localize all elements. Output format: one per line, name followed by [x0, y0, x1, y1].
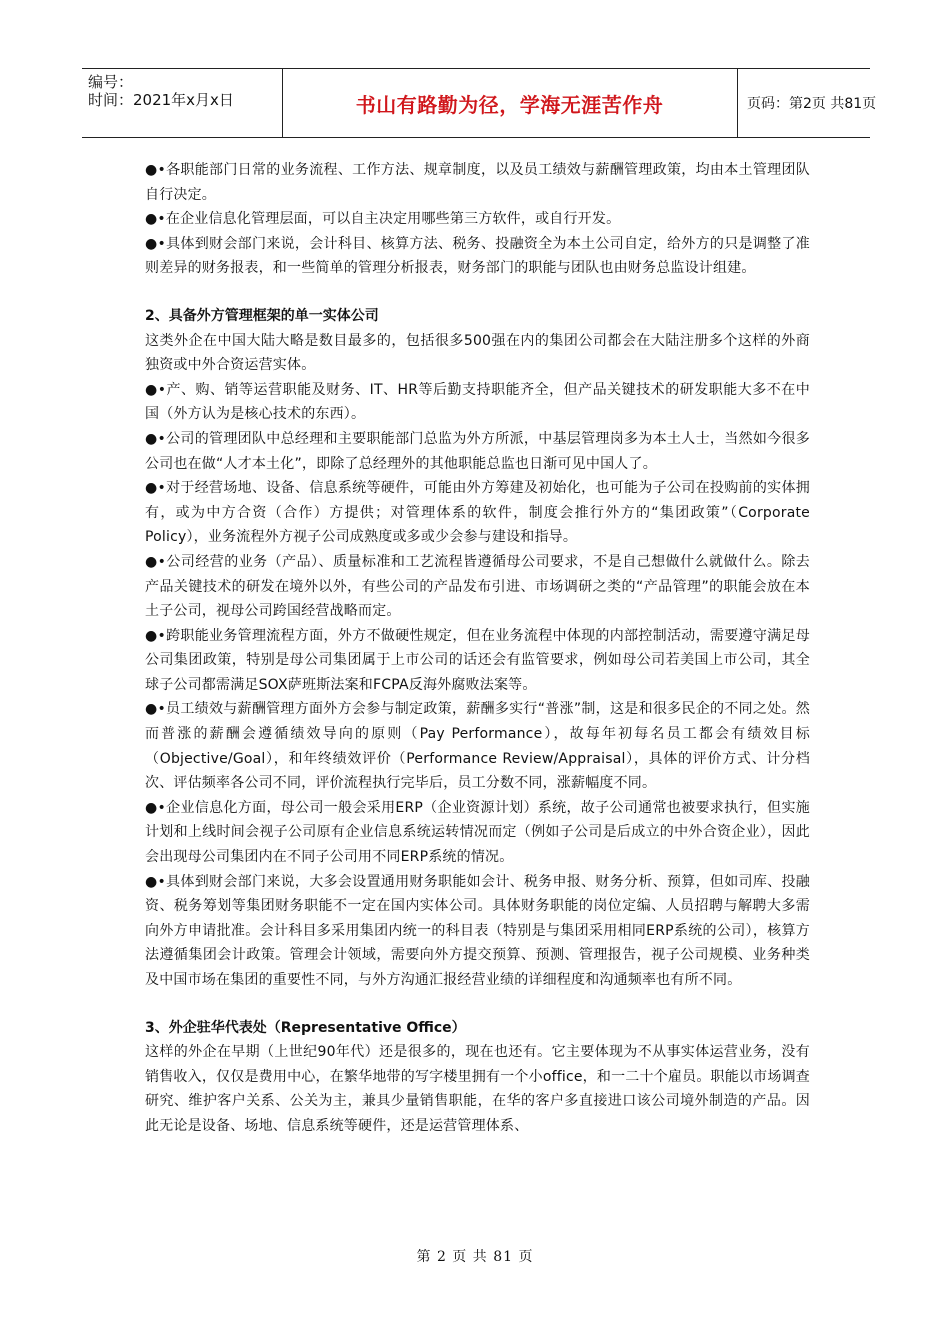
- section-heading: 2、具备外方管理框架的单一实体公司: [145, 307, 379, 324]
- body-paragraph: ●•企业信息化方面，母公司一般会采用ERP（企业资源计划）系统，故子公司通常也被要求执行，但实施计划和上线时间会视子公司原有企业信息系统运转情况而定（例如子公司是后成立的中外合资企业），因此会出现母公司集团内在不同子公司用不同ERP系统的情况。: [145, 799, 810, 866]
- section-gap: [145, 993, 810, 1016]
- body-paragraph: 这样的外企在早期（上世纪90年代）还是很多的，现在也还有。它主要体现为不从事实体运营业务，没有销售收入，仅仅是费用中心，在繁华地带的写字楼里拥有一个小office，和一二十个雇员。职能以市场调查研究、维护客户关系、公关为主，兼具少量销售职能，在华的客户多直接进口该公司境外制造的产品。因此无论是设备、场地、信息系统等硬件，还是运营管理体系、: [145, 1044, 810, 1134]
- body-paragraph: ●•跨职能业务管理流程方面，外方不做硬性规定，但在业务流程中体现的内部控制活动，需要遵守满足母公司集团政策，特别是母公司集团属于上市公司的话还会有监管要求，例如母公司若美国上市公司，其全球子公司都需满足SOX萨班斯法案和FCPA反海外腐败法案等。: [145, 627, 810, 693]
- page-footer: 第 2 页 共 81 页: [416, 1249, 534, 1265]
- body-paragraph: ●•具体到财会部门来说，会计科目、核算方法、税务、投融资全为本土公司自定，给外方的只是调整了准则差异的财务报表，和一些简单的管理分析报表，财务部门的职能与团队也由财务总监设计组建。: [145, 235, 810, 277]
- header-meta-cell: [82, 69, 283, 137]
- document-date-label: 时间：2021年x月x日: [88, 91, 234, 109]
- header-page-number: 页码：第2页 共81页: [747, 96, 877, 112]
- section-gap: [145, 281, 810, 304]
- body-paragraph: ●•对于经营场地、设备、信息系统等硬件，可能由外方筹建及初始化，也可能为子公司在投购前的实体拥有，或为中方合资（合作）方提供；对管理体系的软件，制度会推行外方的“集团政策”（Corporate Policy），业务流程外方视子公司成熟度或多或少会参与建设和指导。: [145, 480, 810, 546]
- body-paragraph: ●•在企业信息化管理层面，可以自主决定用哪些第三方软件，或自行开发。: [145, 211, 621, 228]
- body-paragraph: ●•员工绩效与薪酬管理方面外方会参与制定政策，薪酬多实行“普涨”制，这是和很多民企的不同之处。然而普涨的薪酬会遵循绩效导向的原则（Pay Performance），故每年初每名员工都会有绩效目标（Objective/Goal），和年终绩效评价（Performance Review/Appraisal），具体的评价方式、计分档次、评估频率各公司不同，评价流程执行完毕后，员工分数不同，涨薪幅度不同。: [145, 701, 810, 792]
- document-body: [145, 158, 810, 1139]
- body-paragraph: ●•产、购、销等运营职能及财务、IT、HR等后勤支持职能齐全，但产品关键技术的研发职能大多不在中国（外方认为是核心技术的东西）。: [145, 381, 810, 423]
- body-paragraph: 这类外企在中国大陆大略是数目最多的，包括很多500强在内的集团公司都会在大陆注册多个这样的外商独资或中外合资运营实体。: [145, 332, 810, 374]
- body-paragraph: ●•具体到财会部门来说，大多会设置通用财务职能如会计、税务申报、财务分析、预算，但如司库、投融资、税务筹划等集团财务职能不一定在国内实体公司。具体财务职能的岗位定编、人员招聘与解聘大多需向外方申请批准。会计科目多采用集团内统一的科目表（特别是与集团采用相同ERP系统的公司），核算方法遵循集团会计政策。管理会计领域，需要向外方提交预算、预测、管理报告，视子公司规模、业务种类及中国市场在集团的重要性不同，与外方沟通汇报经营业绩的详细程度和沟通频率也有所不同。: [145, 873, 810, 988]
- body-paragraph: ●•公司的管理团队中总经理和主要职能部门总监为外方所派，中基层管理岗多为本土人士，当然如今很多公司也在做“人才本土化”，即除了总经理外的其他职能总监也日渐可见中国人了。: [145, 430, 810, 472]
- header-motto-cell: [282, 69, 738, 137]
- page-header: [82, 68, 877, 138]
- section-heading: 3、外企驻华代表处（Representative Office）: [145, 1019, 466, 1036]
- header-motto: 书山有路勤为径，学海无涯苦作舟: [355, 92, 664, 117]
- document-number-label: 编号：: [88, 73, 134, 91]
- body-paragraph: ●•各职能部门日常的业务流程、工作方法、规章制度，以及员工绩效与薪酬管理政策，均由本土管理团队自行决定。: [145, 162, 810, 203]
- header-page-cell: [737, 69, 877, 137]
- body-paragraph: ●•公司经营的业务（产品）、质量标准和工艺流程皆遵循母公司要求，不是自己想做什么就做什么。除去产品关键技术的研发在境外以外，有些公司的产品发布引进、市场调研之类的“产品管理”的职能会放在本土子公司，视母公司跨国经营战略而定。: [145, 553, 810, 620]
